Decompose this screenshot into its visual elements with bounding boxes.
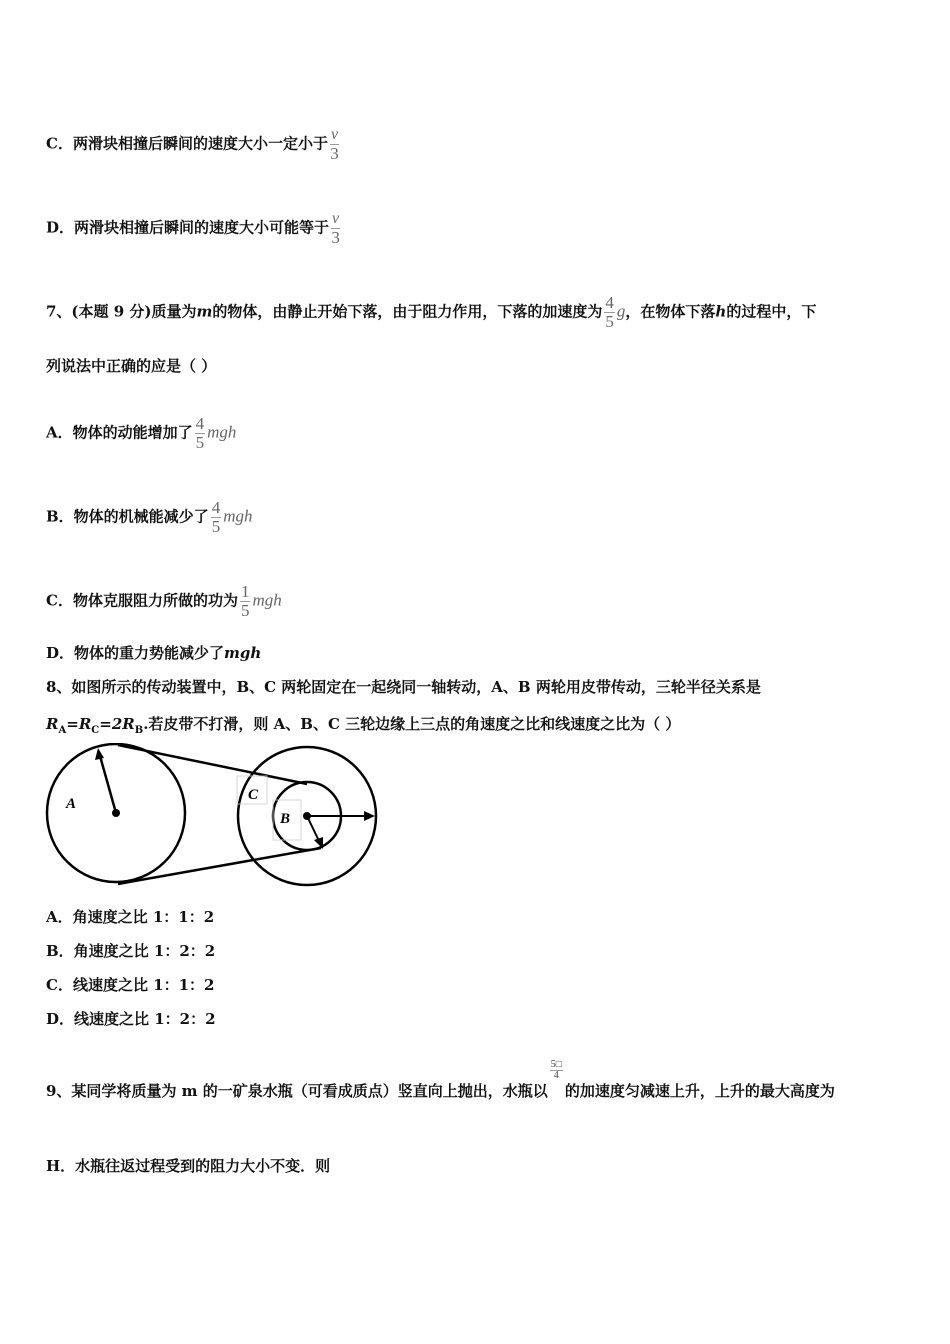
fraction: $\frac{v}{3}$ (331, 210, 340, 247)
acceleration-fraction: $\frac{4}{5}$ (605, 293, 614, 331)
label-b: B (280, 811, 291, 827)
q8-stem-line2: $R_A=R_C=2R_B$.若皮带不打滑，则 A、B、C 三轮边缘上三点的角速度之比和线速度之比为（ ） (46, 715, 681, 736)
q8-option-a[interactable]: A．角速度之比 1：1：2 (46, 908, 215, 926)
label-a: A (66, 796, 77, 812)
belt-top (118, 745, 307, 784)
q7-stem: 7、(本题 9 分)质量为m的物体，由静止开始下落，由于阻力作用，下落的加速度为 $\frac{4}{5}$ g，在物体下落h的过程中，下 (46, 293, 817, 331)
q8-option-d[interactable]: D．线速度之比 1：2：2 (46, 1010, 216, 1028)
arrowhead-c (364, 811, 375, 821)
q7-stem-line2: 列说法中正确的应是（ ） (46, 357, 217, 375)
option-text: D．两滑块相撞后瞬间的速度大小可能等于 (46, 218, 330, 237)
q9-stem-line2: H．水瓶往返过程受到的阻力大小不变．则 (46, 1157, 331, 1175)
q7-option-c[interactable]: C．物体克服阻力所做的功为 $\frac{1}{5}$ mgh (46, 582, 282, 620)
fraction: $\frac{1}{5}$ (240, 582, 250, 620)
q8-stem: 8、如图所示的传动装置中，B、C 两轮固定在一起绕同一轴转动，A、B 两轮用皮带传动，三轮半径关系是 (46, 678, 761, 696)
option-text: C．两滑块相撞后瞬间的速度大小一定小于 (46, 134, 328, 153)
fraction: $\frac{4}{5}$ (211, 498, 221, 536)
q7-option-b[interactable]: B．物体的机械能减少了 $\frac{4}{5}$ mgh (46, 498, 253, 536)
label-c: C (248, 787, 259, 803)
q8-option-c[interactable]: C．线速度之比 1：1：2 (46, 976, 215, 994)
fraction: $\frac{v}{3}$ (330, 126, 339, 163)
q7-option-d[interactable]: D．物体的重力势能减少了mgh (46, 644, 262, 662)
arrowhead-a (95, 748, 104, 760)
radius-arrow-a (100, 756, 116, 813)
acceleration-fraction: $\frac{5□}{4}$ (550, 1058, 562, 1081)
q8-option-b[interactable]: B．角速度之比 1：2：2 (46, 942, 216, 960)
q7-option-a[interactable]: A．物体的动能增加了 $\frac{4}{5}$ mgh (46, 414, 237, 452)
radius-arrow-b (307, 816, 319, 841)
q6-option-c[interactable] (46, 126, 341, 163)
belt-drive-diagram (44, 743, 384, 889)
fraction: $\frac{4}{5}$ (195, 414, 205, 452)
belt-bottom (118, 848, 321, 884)
q9-stem: 9、某同学将质量为 m 的一矿泉水瓶（可看成质点）竖直向上抛出，水瓶以 $\frac{5□}{4}$ 的加速度匀减速上升，上升的最大高度为 (46, 1058, 835, 1100)
q6-option-d[interactable] (46, 210, 342, 247)
